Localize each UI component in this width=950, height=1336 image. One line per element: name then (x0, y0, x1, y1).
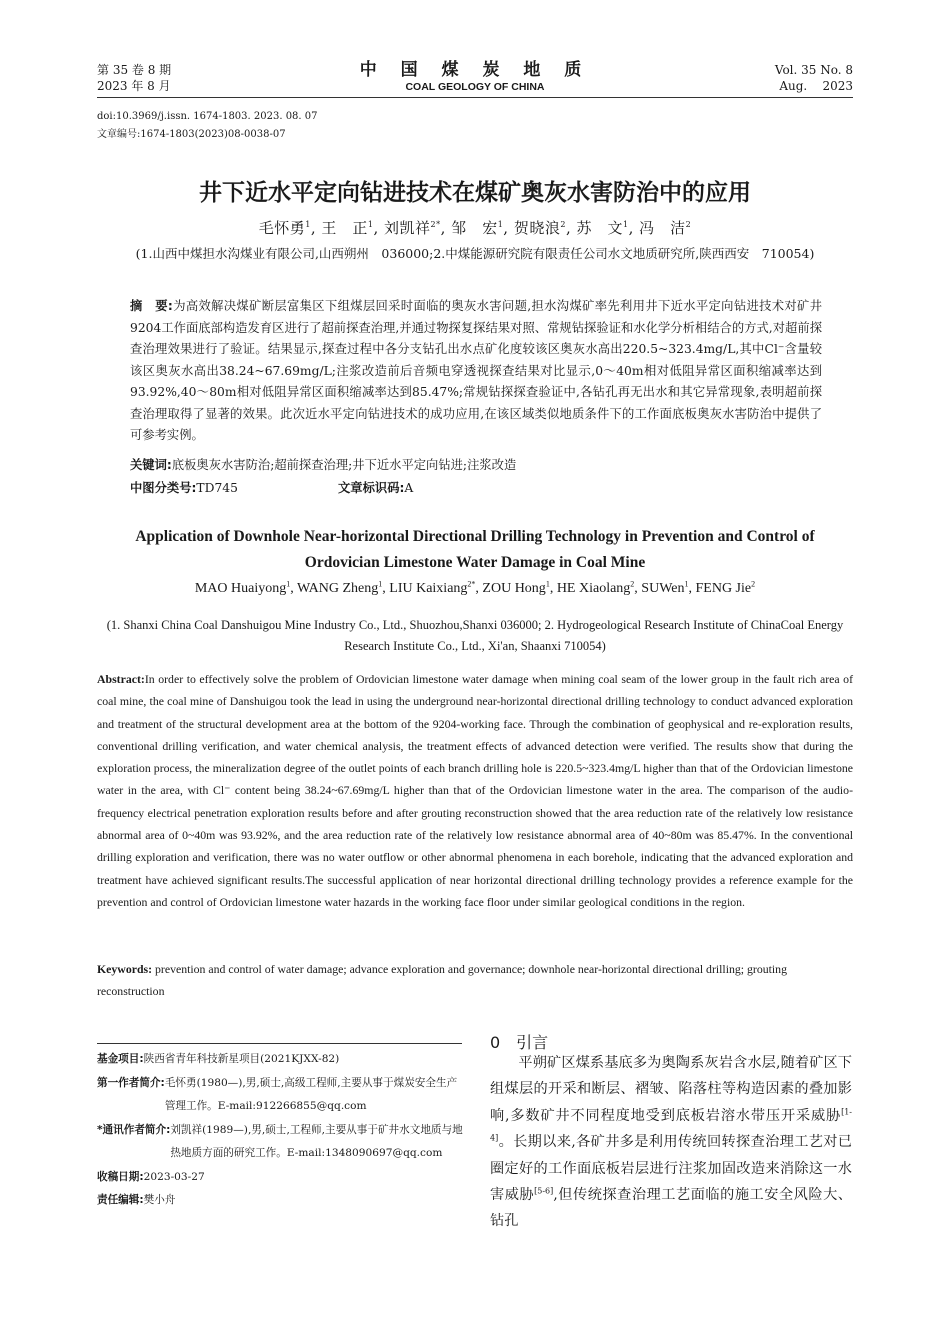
author-cn: 贺晓浪$^2$ (513, 219, 566, 237)
author-cn: 冯 洁$^2$ (639, 219, 692, 237)
volume-cn: 第 35 卷 8 期 (97, 63, 172, 77)
header-divider (97, 97, 853, 98)
citation[interactable]: [5-6] (534, 1186, 554, 1196)
document-code-label: 文章标识码: (338, 481, 405, 495)
abstract-cn (130, 296, 822, 447)
author-cn: 王 正$^1$ (321, 219, 374, 237)
footnote-editor: 责任编辑: 樊小舟 (97, 1194, 176, 1206)
title-en: Application of Downhole Near-horizontal Directional Drilling Technology in Prevention and Control of Ordovician Limestone Water Damage in Coal Mine (135, 528, 815, 571)
author-en: FENG Jie$^2$ (695, 579, 756, 596)
author-cn: 刘凯祥$^{2*}$ (384, 219, 441, 237)
keywords-label-cn: 关键词: (130, 458, 172, 472)
abstract-text-en: In order to effectively solve the problem of Ordovician limestone water damage when mining coal seam of the lower group in the fault rich area of coal mine, the coal mine of Danshuigou took the lead in using the underground near-horizontal directional drilling technology to conduct advanced exploration and treatment of the structural development area at the bottom of the 9204-working face. Through the combination of geophysical and re-exploration results, conventional drilling verification, and water chemical analysis, the treatment effects of advanced detection were verified. The results show that during the exploration process, the mineralization degree of the outlet points of each branch drilling hole is 220.5~323.4mg/L higher than that of the Ordovician limestone water in the area, with Cl⁻ content being 38.24~67.69mg/L higher than that of the Ordovician limestone water in the area. The comparison of the audio-frequency electrical penetration exploration results before and after grouting reconstruction showed that the area reduction rate of the relatively low resistance abnormal area of 0~40m was 93.92%, and the area reduction rate of the relatively low resistance abnormal area of 40~80m was 85.47%. In the conventional drilling exploration and verification, there was no water outflow or other abnormal phenomena in each borehole, indicating that the advanced exploration and treatment have achieved significant results.The successful application of near horizontal directional drilling technology provides a reference example for the prevention and control of Ordovician limestone water hazards in the working face floor under similar geological conditions in the region. (97, 672, 853, 909)
abstract-label-en: Abstract: (97, 672, 145, 686)
footnotes (97, 1048, 467, 1213)
introduction-paragraph: 平朔矿区煤系基底多为奥陶系灰岩含水层,随着矿区下组煤层的开采和断层、褶皱、陷落柱等构造因素的叠加影响,多数矿井不同程度地受到底板岩溶水带压开采威胁[1-4]。长期以来,各矿井多是利用传统回转探查治理工艺对已圈定好的工作面底板岩层进行注浆加固改造来消除这一水害威胁[5-6],但传统探查治理工艺面临的施工安全风险大、钻孔 (490, 1055, 852, 1230)
author-cn: 苏 文$^1$ (576, 219, 629, 237)
document-code-value: A (404, 481, 414, 495)
keywords-text-cn: 底板奥灰水害防治;超前探查治理;井下近水平定向钻进;注浆改造 (171, 458, 517, 472)
section-heading-introduction: 0 引言 (490, 1033, 549, 1052)
author-cn: 邹 宏$^1$ (451, 219, 504, 237)
doi[interactable]: doi:10.3969/j.issn. 1674-1803. 2023. 08. 07 (97, 111, 318, 122)
date-cn: 2023 年 8 月 (97, 79, 171, 93)
title-cn: 井下近水平定向钻进技术在煤矿奥灰水害防治中的应用 (199, 180, 751, 206)
footnote-divider (97, 1043, 462, 1044)
abstract-label-cn: 摘 要: (130, 299, 173, 313)
authors-cn: 毛怀勇$^1$, 王 正$^1$, 刘凯祥$^{2*}$, 邹 宏$^1$, 贺晓浪$^2$, 苏 文$^1$, 冯 洁$^2$ (258, 219, 692, 237)
footnote-funding: 基金项目: 陕西省青年科技新星项目(2021KJXX-82) (97, 1053, 340, 1065)
affiliation-en: (1. Shanxi China Coal Danshuigou Mine Industry Co., Ltd., Shuozhou,Shanxi 036000; 2. Hydrogeological Research Institute of ChinaCoal Energy Research Institute Co., Ltd., Xi'an, Shaanxi 710054) (106, 618, 844, 653)
author-en: HE Xiaolang$^2$ (556, 579, 635, 596)
keywords-cn (130, 455, 822, 475)
author-en: LIU Kaixiang$^{2*}$ (389, 579, 476, 596)
footnote-first-author: 第一作者简介: 毛怀勇(1980—),男,硕士,高级工程师,主要从事于煤炭安全生产管理工作。E-mail:912266855@qq.com (97, 1076, 458, 1112)
citation[interactable]: [1-4] (490, 1107, 852, 1143)
abstract-en (97, 668, 853, 913)
authors-en: MAO Huaiyong$^1$, WANG Zheng$^1$, LIU Kaixiang$^{2*}$, ZOU Hong$^1$, HE Xiaolang$^2$, SUWen$^1$, FENG Jie$^2$ (194, 579, 756, 596)
affiliation-cn: (1.山西中煤担水沟煤业有限公司,山西朔州 036000;2.中煤能源研究院有限责任公司水文地质研究所,陕西西安 710054) (135, 246, 815, 261)
footnote-corresponding-author: *通讯作者简介: 刘凯祥(1989—),男,硕士,工程师,主要从事于矿井水文地质与地热地质方面的研究工作。E-mail:1348090697@qq.com (97, 1123, 463, 1159)
author-en: SUWen$^1$ (641, 579, 689, 596)
classification-label: 中图分类号: (130, 481, 197, 495)
article-number: 文章编号:1674-1803(2023)08-0038-07 (97, 129, 286, 140)
author-en: WANG Zheng$^1$ (297, 579, 383, 596)
author-cn: 毛怀勇$^1$ (258, 219, 311, 237)
author-en: MAO Huaiyong$^1$ (194, 579, 291, 596)
date-en: Aug. 2023 (779, 79, 853, 93)
keywords-label-en: Keywords: (97, 962, 153, 976)
journal-name-en: COAL GEOLOGY OF CHINA (405, 81, 545, 93)
header-right (775, 62, 853, 94)
classification-cn (130, 478, 238, 498)
document-code-cn (338, 478, 413, 498)
keywords-en (97, 958, 853, 1003)
article-meta (97, 108, 318, 144)
author-en: ZOU Hong$^1$ (482, 579, 550, 596)
journal-name-cn: 中 国 煤 炭 地 质 (359, 60, 591, 80)
classification-value: TD745 (196, 481, 238, 495)
volume-en: Vol. 35 No. 8 (774, 63, 853, 77)
keywords-text-en: prevention and control of water damage; advance exploration and governance; downhole near-horizontal directional drilling; grouting reconstruction (97, 962, 787, 999)
footnote-received-date: 收稿日期: 2023-03-27 (97, 1170, 205, 1183)
abstract-text-cn: 为高效解决煤矿断层富集区下组煤层回采时面临的奥灰水害问题,担水沟煤矿率先利用井下近水平定向钻进技术对矿井9204工作面底部构造发育区进行了超前探查治理,并通过物探复探结果对照、常规钻探验证和水化学分析相结合的方式,对超前探查治理效果进行了验证。结果显示,探查过程中各分支钻孔出水点矿化度较该区奥灰水高出220.5~323.4mg/L,其中Cl⁻含量较该区奥灰水高出38.24~67.69mg/L;注浆改造前后音频电穿透视探查结果对比显示,0～40m相对低阻异常区面积缩减率达到93.92%,40～80m相对低阻异常区面积缩减率达到85.47%;常规钻探探查验证中,各钻孔再无出水和其它异常现象,表明超前探查治理取得了显著的效果。此次近水平定向钻进技术的成功应用,在该区域类似地质条件下的工作面底板奥灰水害防治中提供了可参考实例。 (130, 299, 822, 442)
journal-title (350, 60, 600, 94)
header-left (97, 62, 171, 94)
